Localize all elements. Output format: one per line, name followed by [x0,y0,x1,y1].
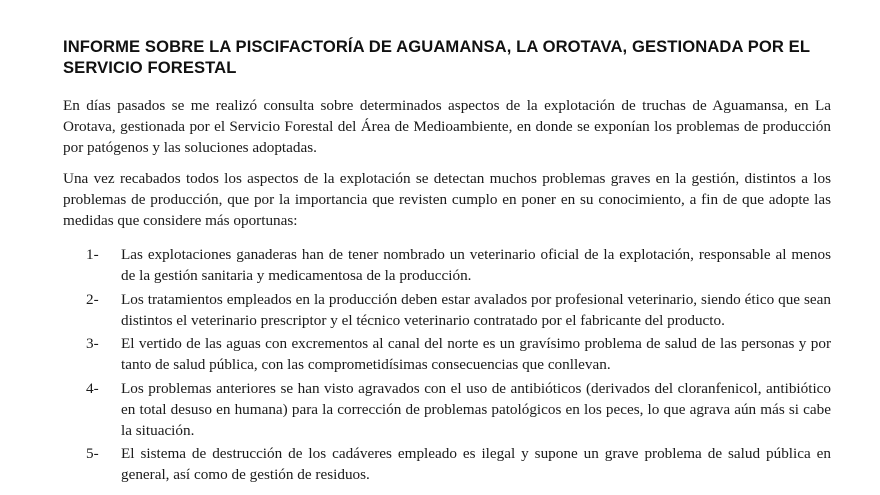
list-item-number: 4- [86,379,99,397]
list-item-text: Las explotaciones ganaderas han de tener nombrado un veterinario oficial de la explotación, responsable al menos de la gestión sanitaria y medicamentosa de la producción. [121,246,831,284]
intro-paragraph: En días pasados se me realizó consulta sobre determinados aspectos de la explotación de truchas de Aguamansa, en La Orotava, gestionada por el Servicio Forestal del Área de Medioambiente, en donde se exponían los problemas de producción por patógenos y las soluciones adoptadas. [63,97,831,156]
list-item [86,289,831,331]
document-title: INFORME SOBRE LA PISCIFACTORÍA DE AGUAMANSA, LA OROTAVA, GESTIONADA POR EL SERVICIO FORESTAL [63,37,810,77]
list-item [86,378,831,441]
list-item-text: El vertido de las aguas con excrementos al canal del norte es un gravísimo problema de salud de las personas y por tanto de salud pública, con las comprometidísimas consecuencias que conllevan. [121,335,831,373]
list-item-text: Los problemas anteriores se han visto agravados con el uso de antibióticos (derivados del cloranfenicol, antibiótico en total desuso en humana) para la corrección de problemas patológicos en los peces, lo que agrava aún más si cabe la situación. [121,379,831,439]
list-item [86,333,831,375]
list-item-text: El sistema de destrucción de los cadáveres empleado es ilegal y supone un grave problema de salud pública en general, así como de gestión de residuos. [121,445,831,483]
list-item-number: 3- [86,335,99,352]
list-item-number: 5- [86,445,99,462]
context-paragraph: Una vez recabados todos los aspectos de la explotación se detectan muchos problemas graves en la gestión, distintos a los problemas de producción, que por la importancia que revisten cumplo en poner en su conocimiento, a fin de que adopte las medidas que considere más oportunas: [63,170,831,229]
list-item-number: 1- [86,246,99,263]
list-item-number: 2- [86,290,99,308]
list-item [86,244,831,286]
findings-list [86,244,831,488]
list-item [86,443,831,485]
list-item-text: Los tratamientos empleados en la producción deben estar avalados por profesional veterinario, siendo ético que sean distintos el veterinario prescriptor y el técnico veterinario contratado por el fabricante del producto. [121,290,831,329]
